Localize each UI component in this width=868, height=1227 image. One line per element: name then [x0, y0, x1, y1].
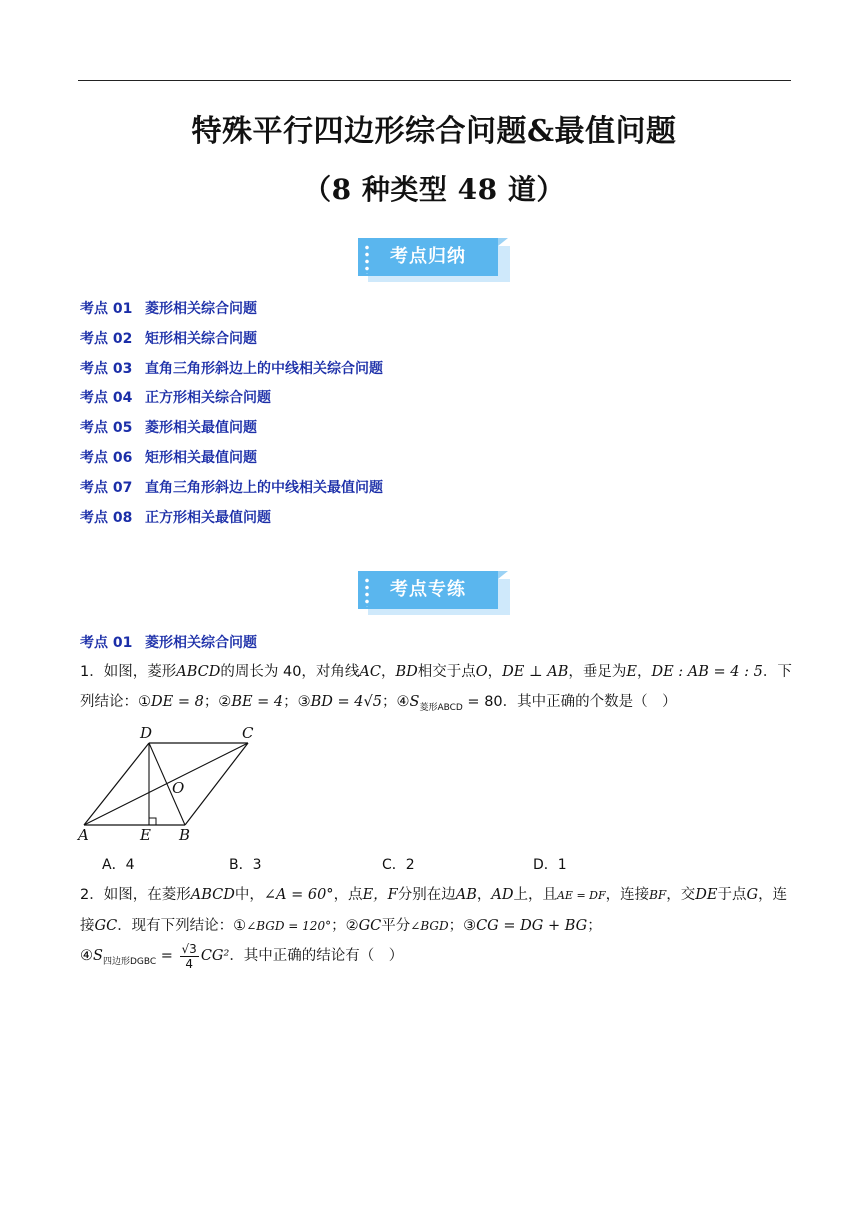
q2-math: CG² — [200, 948, 230, 964]
q2-math: DE — [695, 887, 718, 903]
option-a[interactable]: A．4 — [102, 857, 135, 873]
label-a: A — [78, 826, 89, 844]
q1-text: ．下列结论：① — [80, 664, 792, 710]
q1-math: S — [409, 694, 420, 710]
topic-item — [80, 387, 383, 417]
q1-text: ；③ — [283, 694, 311, 710]
top-rule — [78, 80, 791, 81]
q2-math: S — [93, 948, 103, 964]
q1-text: ， — [487, 664, 503, 680]
q1-math: BE = 4 — [231, 694, 284, 710]
q1-text: 相交于点 — [417, 664, 476, 680]
section-heading — [80, 632, 257, 652]
q2-math: ABCD — [190, 887, 235, 903]
section-code: 考点 01 — [80, 635, 133, 651]
topic-text: 菱形相关最值问题 — [145, 420, 257, 437]
answer-options — [0, 854, 868, 876]
q2-math: = — [156, 948, 178, 964]
q1-math: = 80 — [462, 694, 503, 710]
q2-math: ∠BGD — [410, 919, 449, 933]
q1-text: ， — [636, 664, 652, 680]
right-angle-mark — [149, 818, 156, 825]
topic-code: 考点 07 — [80, 479, 133, 496]
q2-text: ；③ — [448, 918, 477, 934]
section-text: 菱形相关综合问题 — [145, 635, 257, 651]
question-2 — [80, 880, 792, 977]
label-c: C — [242, 724, 254, 742]
topic-item — [80, 507, 383, 537]
topic-code: 考点 02 — [80, 330, 133, 347]
q2-math: GC — [358, 918, 382, 934]
topic-text: 正方形相关最值问题 — [145, 509, 271, 526]
topic-text: 菱形相关综合问题 — [145, 301, 257, 317]
topic-item — [80, 328, 383, 358]
q1-math: ABCD — [176, 664, 221, 680]
topic-code: 考点 06 — [80, 449, 133, 466]
rhombus-diagram — [72, 722, 272, 846]
q2-text: 中， — [234, 887, 264, 903]
q2-subscript: 四边形DGBC — [102, 956, 157, 967]
label-b: B — [179, 826, 191, 844]
q2-text: ，连接 — [605, 887, 650, 903]
banner-label: 考点归纳 — [390, 246, 466, 267]
q1-math: O — [475, 664, 488, 680]
q2-text: ；② — [331, 918, 359, 934]
topic-code: 考点 08 — [80, 509, 133, 526]
q2-math: AB — [455, 887, 477, 903]
q2-math: ∠A = 60° — [263, 887, 334, 903]
q2-text: ； — [587, 918, 602, 934]
q2-fraction — [180, 942, 199, 971]
topic-code: 考点 05 — [80, 420, 133, 437]
q2-math: G — [746, 887, 759, 903]
label-e: E — [140, 826, 151, 844]
q2-math: E，F — [362, 887, 398, 903]
q2-text: ，点 — [333, 887, 363, 903]
banner-practice — [358, 571, 510, 619]
question-1 — [80, 657, 792, 723]
banner-fold — [498, 571, 508, 579]
q2-math: GC — [94, 918, 118, 934]
page-title: 特殊平行四边形综合问题&最值问题 — [191, 114, 677, 149]
q2-math: CG = DG + BG — [476, 918, 588, 934]
q2-text: ，交 — [666, 887, 696, 903]
topic-code: 考点 01 — [80, 301, 133, 317]
q2-text: 于点 — [717, 887, 747, 903]
topic-item — [80, 447, 383, 477]
q2-text: ④ — [80, 948, 93, 964]
side-ad — [84, 743, 149, 825]
topic-item — [80, 358, 383, 388]
topic-item — [80, 477, 383, 507]
q1-math: DE ⊥ AB — [502, 664, 569, 680]
q1-text: 如图，菱形 — [103, 664, 177, 680]
topic-text: 直角三角形斜边上的中线相关综合问题 — [145, 360, 383, 377]
label-o: O — [172, 779, 185, 797]
q2-math: BF — [649, 888, 667, 902]
rhombus-figure — [72, 722, 272, 846]
fraction-numerator: √3 — [181, 941, 197, 956]
banner-summary — [358, 238, 510, 286]
q2-text: 上，且 — [513, 887, 557, 903]
q2-text: ，连接 — [80, 887, 788, 934]
topic-item — [80, 298, 383, 328]
q1-text: ；② — [203, 694, 232, 710]
q2-text: 如图，在菱形 — [103, 887, 191, 903]
q2-text: 平分 — [381, 918, 411, 934]
q2-text: ．其中正确的结论有（ ） — [229, 948, 404, 964]
topic-code: 考点 03 — [80, 360, 133, 377]
topic-text: 正方形相关综合问题 — [145, 390, 271, 407]
q2-text: ．现有下列结论：① — [117, 918, 247, 934]
q2-math: AE = DF — [556, 889, 606, 902]
q1-math: AC — [359, 664, 381, 680]
option-d[interactable]: D．1 — [533, 857, 567, 873]
q1-text: ， — [381, 664, 396, 680]
q1-math: DE = 8 — [151, 694, 204, 710]
q2-text: ， — [476, 887, 492, 903]
topic-code: 考点 04 — [80, 390, 133, 407]
banner-fold — [498, 238, 508, 246]
diagonal-ac — [84, 743, 248, 825]
q1-subscript: 菱形ABCD — [419, 702, 463, 713]
side-bc — [185, 743, 248, 825]
option-c[interactable]: C．2 — [382, 857, 415, 873]
q1-math: DE : AB = 4 : 5 — [651, 664, 763, 680]
topic-text: 矩形相关综合问题 — [145, 330, 257, 347]
question-number: 2． — [80, 887, 104, 903]
topic-text: 矩形相关最值问题 — [145, 449, 257, 466]
fraction-denominator: 4 — [185, 956, 193, 971]
q2-math: AD — [491, 887, 514, 903]
q1-math: BD = 4√5 — [310, 694, 382, 710]
question-number: 1． — [80, 664, 104, 680]
label-d: D — [140, 724, 153, 742]
q1-text: ．其中正确的个数是（ ） — [502, 694, 677, 710]
q1-math: BD — [395, 664, 418, 680]
page-subtitle: （8 种类型 48 道） — [303, 173, 565, 206]
q1-text: 的周长为 40，对角线 — [220, 664, 360, 680]
topic-text: 直角三角形斜边上的中线相关最值问题 — [145, 479, 383, 496]
banner-label: 考点专练 — [390, 579, 466, 600]
q1-text: ，垂足为 — [568, 664, 627, 680]
q1-math: E — [626, 664, 637, 680]
topic-list — [80, 298, 383, 536]
q1-text: ；④ — [382, 694, 410, 710]
option-b[interactable]: B．3 — [229, 857, 262, 873]
q2-math: ∠BGD = 120° — [246, 919, 332, 933]
topic-item — [80, 417, 383, 447]
q2-text: 分别在边 — [397, 887, 456, 903]
